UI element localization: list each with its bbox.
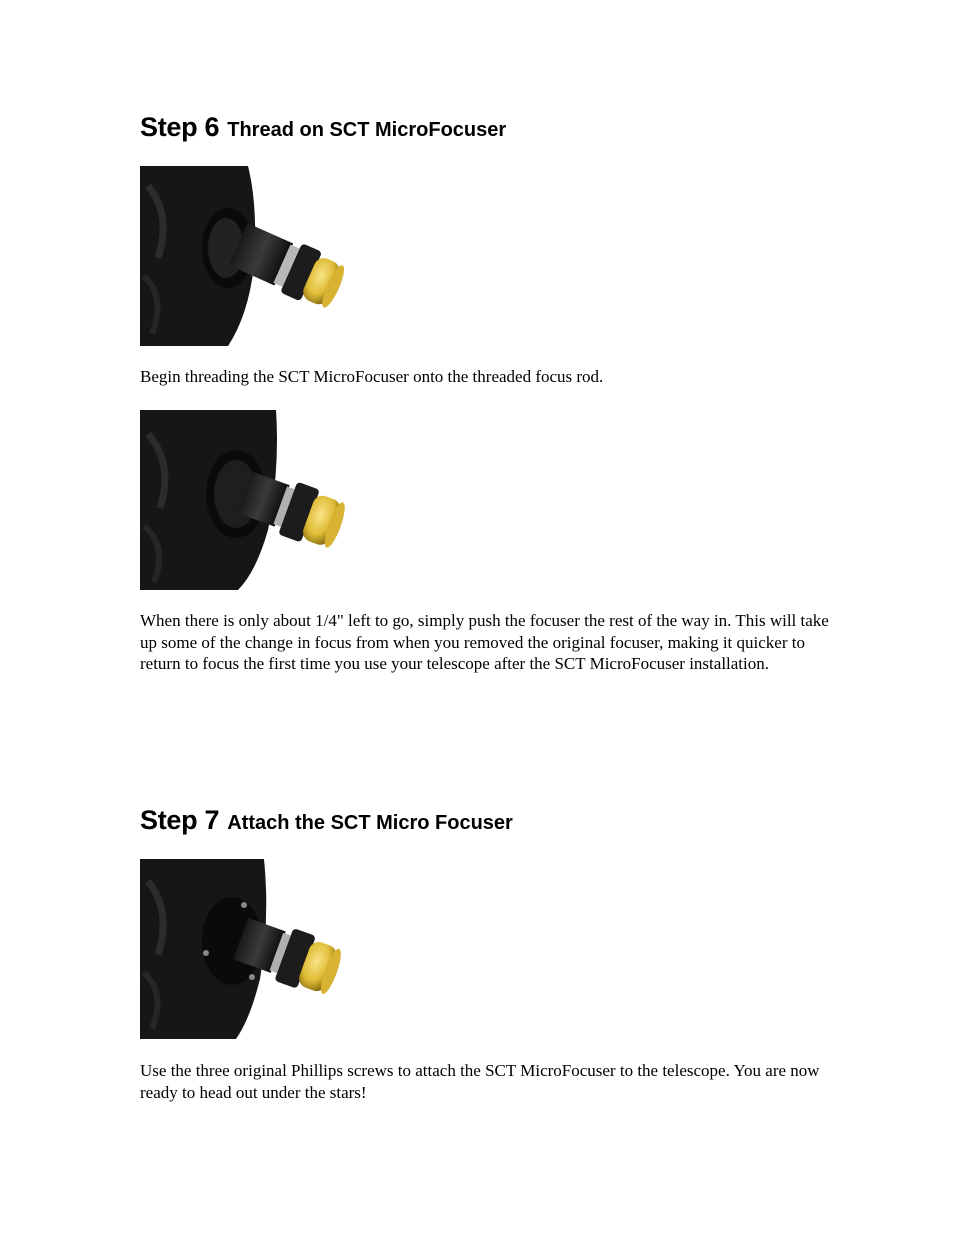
step-6-title: Thread on SCT MicroFocuser (227, 119, 507, 141)
focuser-pushed-in-photo (140, 410, 345, 590)
step-7-heading (140, 805, 513, 836)
focuser-attached-photo (140, 859, 345, 1039)
step-7-number: Step 7 (140, 805, 220, 835)
step-6-heading (140, 112, 506, 143)
step-6-caption-1: Begin threading the SCT MicroFocuser onto the threaded focus rod. (140, 367, 604, 386)
step-7-title: Attach the SCT Micro Focuser (227, 812, 513, 834)
step-6-number: Step 6 (140, 112, 220, 142)
step-7-caption: Use the three original Phillips screws to attach the SCT MicroFocuser to the telescope. You are now ready to head out under the stars! (140, 1061, 820, 1102)
step-6-caption-2: When there is only about 1/4" left to go, simply push the focuser the rest of the way in. This will take up some of the change in focus from when you removed the original focuser, making it quicker to return to focus the first time you use your telescope after the SCT MicroFocuser installation. (140, 611, 829, 673)
focuser-threading-photo (140, 166, 345, 346)
